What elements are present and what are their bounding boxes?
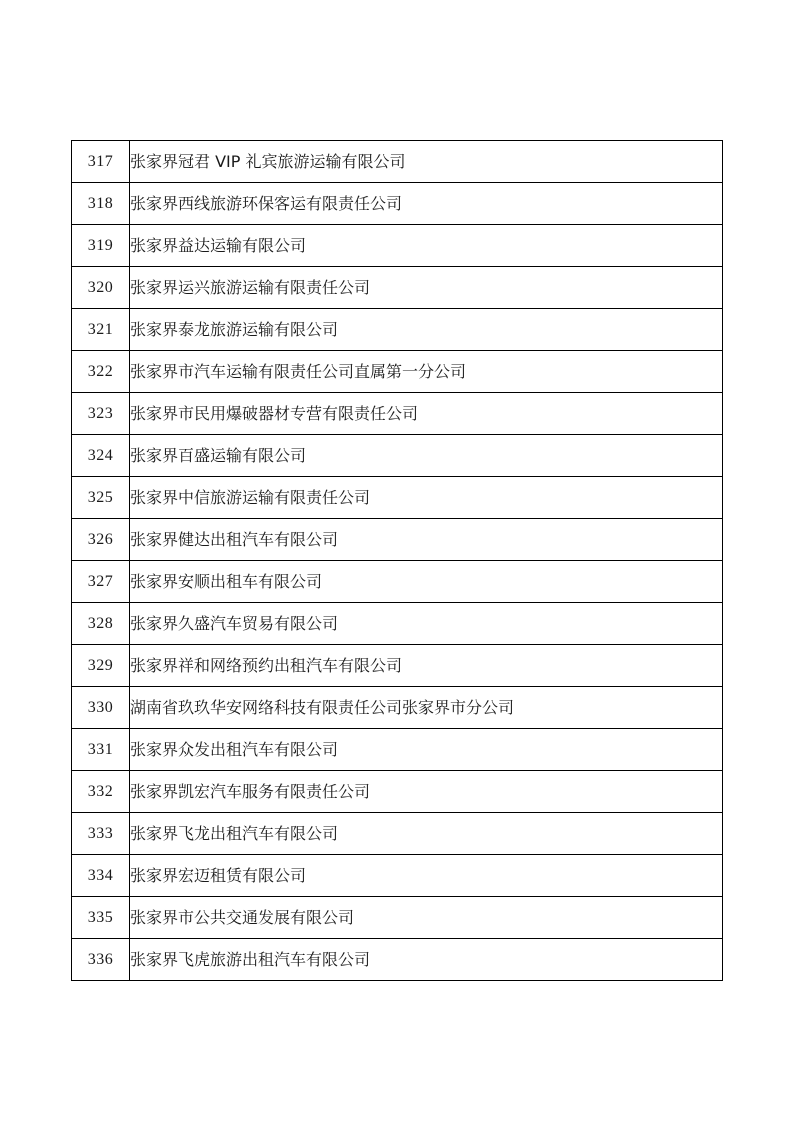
company-name: 张家界市公共交通发展有限公司 — [130, 897, 723, 939]
company-name: 湖南省玖玖华安网络科技有限责任公司张家界市分公司 — [130, 687, 723, 729]
company-name: 张家界飞虎旅游出租汽车有限公司 — [130, 939, 723, 981]
table-row — [72, 225, 723, 267]
row-number: 321 — [72, 309, 130, 351]
company-name: 张家界健达出租汽车有限公司 — [130, 519, 723, 561]
table-row — [72, 939, 723, 981]
row-number: 334 — [72, 855, 130, 897]
row-number: 319 — [72, 225, 130, 267]
table-row — [72, 729, 723, 771]
table-row — [72, 477, 723, 519]
row-number: 329 — [72, 645, 130, 687]
company-name: 张家界益达运输有限公司 — [130, 225, 723, 267]
row-number: 324 — [72, 435, 130, 477]
table-row — [72, 309, 723, 351]
table-row — [72, 687, 723, 729]
company-name: 张家界安顺出租车有限公司 — [130, 561, 723, 603]
row-number: 320 — [72, 267, 130, 309]
company-name: 张家界西线旅游环保客运有限责任公司 — [130, 183, 723, 225]
company-name: 张家界市民用爆破器材专营有限责任公司 — [130, 393, 723, 435]
row-number: 327 — [72, 561, 130, 603]
company-name: 张家界市汽车运输有限责任公司直属第一分公司 — [130, 351, 723, 393]
table-row — [72, 813, 723, 855]
row-number: 317 — [72, 141, 130, 183]
table-row — [72, 645, 723, 687]
company-name: 张家界泰龙旅游运输有限公司 — [130, 309, 723, 351]
row-number: 322 — [72, 351, 130, 393]
company-name: 张家界祥和网络预约出租汽车有限公司 — [130, 645, 723, 687]
table-row — [72, 435, 723, 477]
table-row — [72, 267, 723, 309]
row-number: 330 — [72, 687, 130, 729]
company-name: 张家界久盛汽车贸易有限公司 — [130, 603, 723, 645]
company-name: 张家界百盛运输有限公司 — [130, 435, 723, 477]
company-list-body — [72, 141, 723, 981]
table-row — [72, 897, 723, 939]
row-number: 333 — [72, 813, 130, 855]
table-row — [72, 561, 723, 603]
company-name: 张家界众发出租汽车有限公司 — [130, 729, 723, 771]
row-number: 335 — [72, 897, 130, 939]
table-row — [72, 351, 723, 393]
company-name: 张家界冠君 VIP 礼宾旅游运输有限公司 — [130, 141, 723, 183]
table-row — [72, 183, 723, 225]
table-row — [72, 519, 723, 561]
row-number: 326 — [72, 519, 130, 561]
row-number: 336 — [72, 939, 130, 981]
row-number: 332 — [72, 771, 130, 813]
row-number: 328 — [72, 603, 130, 645]
table-row — [72, 141, 723, 183]
table-row — [72, 603, 723, 645]
company-name: 张家界中信旅游运输有限责任公司 — [130, 477, 723, 519]
company-name: 张家界运兴旅游运输有限责任公司 — [130, 267, 723, 309]
table-row — [72, 771, 723, 813]
row-number: 325 — [72, 477, 130, 519]
row-number: 318 — [72, 183, 130, 225]
row-number: 323 — [72, 393, 130, 435]
table-row — [72, 393, 723, 435]
table-row — [72, 855, 723, 897]
company-list-table — [71, 140, 723, 981]
row-number: 331 — [72, 729, 130, 771]
company-name: 张家界飞龙出租汽车有限公司 — [130, 813, 723, 855]
company-name: 张家界宏迈租赁有限公司 — [130, 855, 723, 897]
company-name: 张家界凯宏汽车服务有限责任公司 — [130, 771, 723, 813]
